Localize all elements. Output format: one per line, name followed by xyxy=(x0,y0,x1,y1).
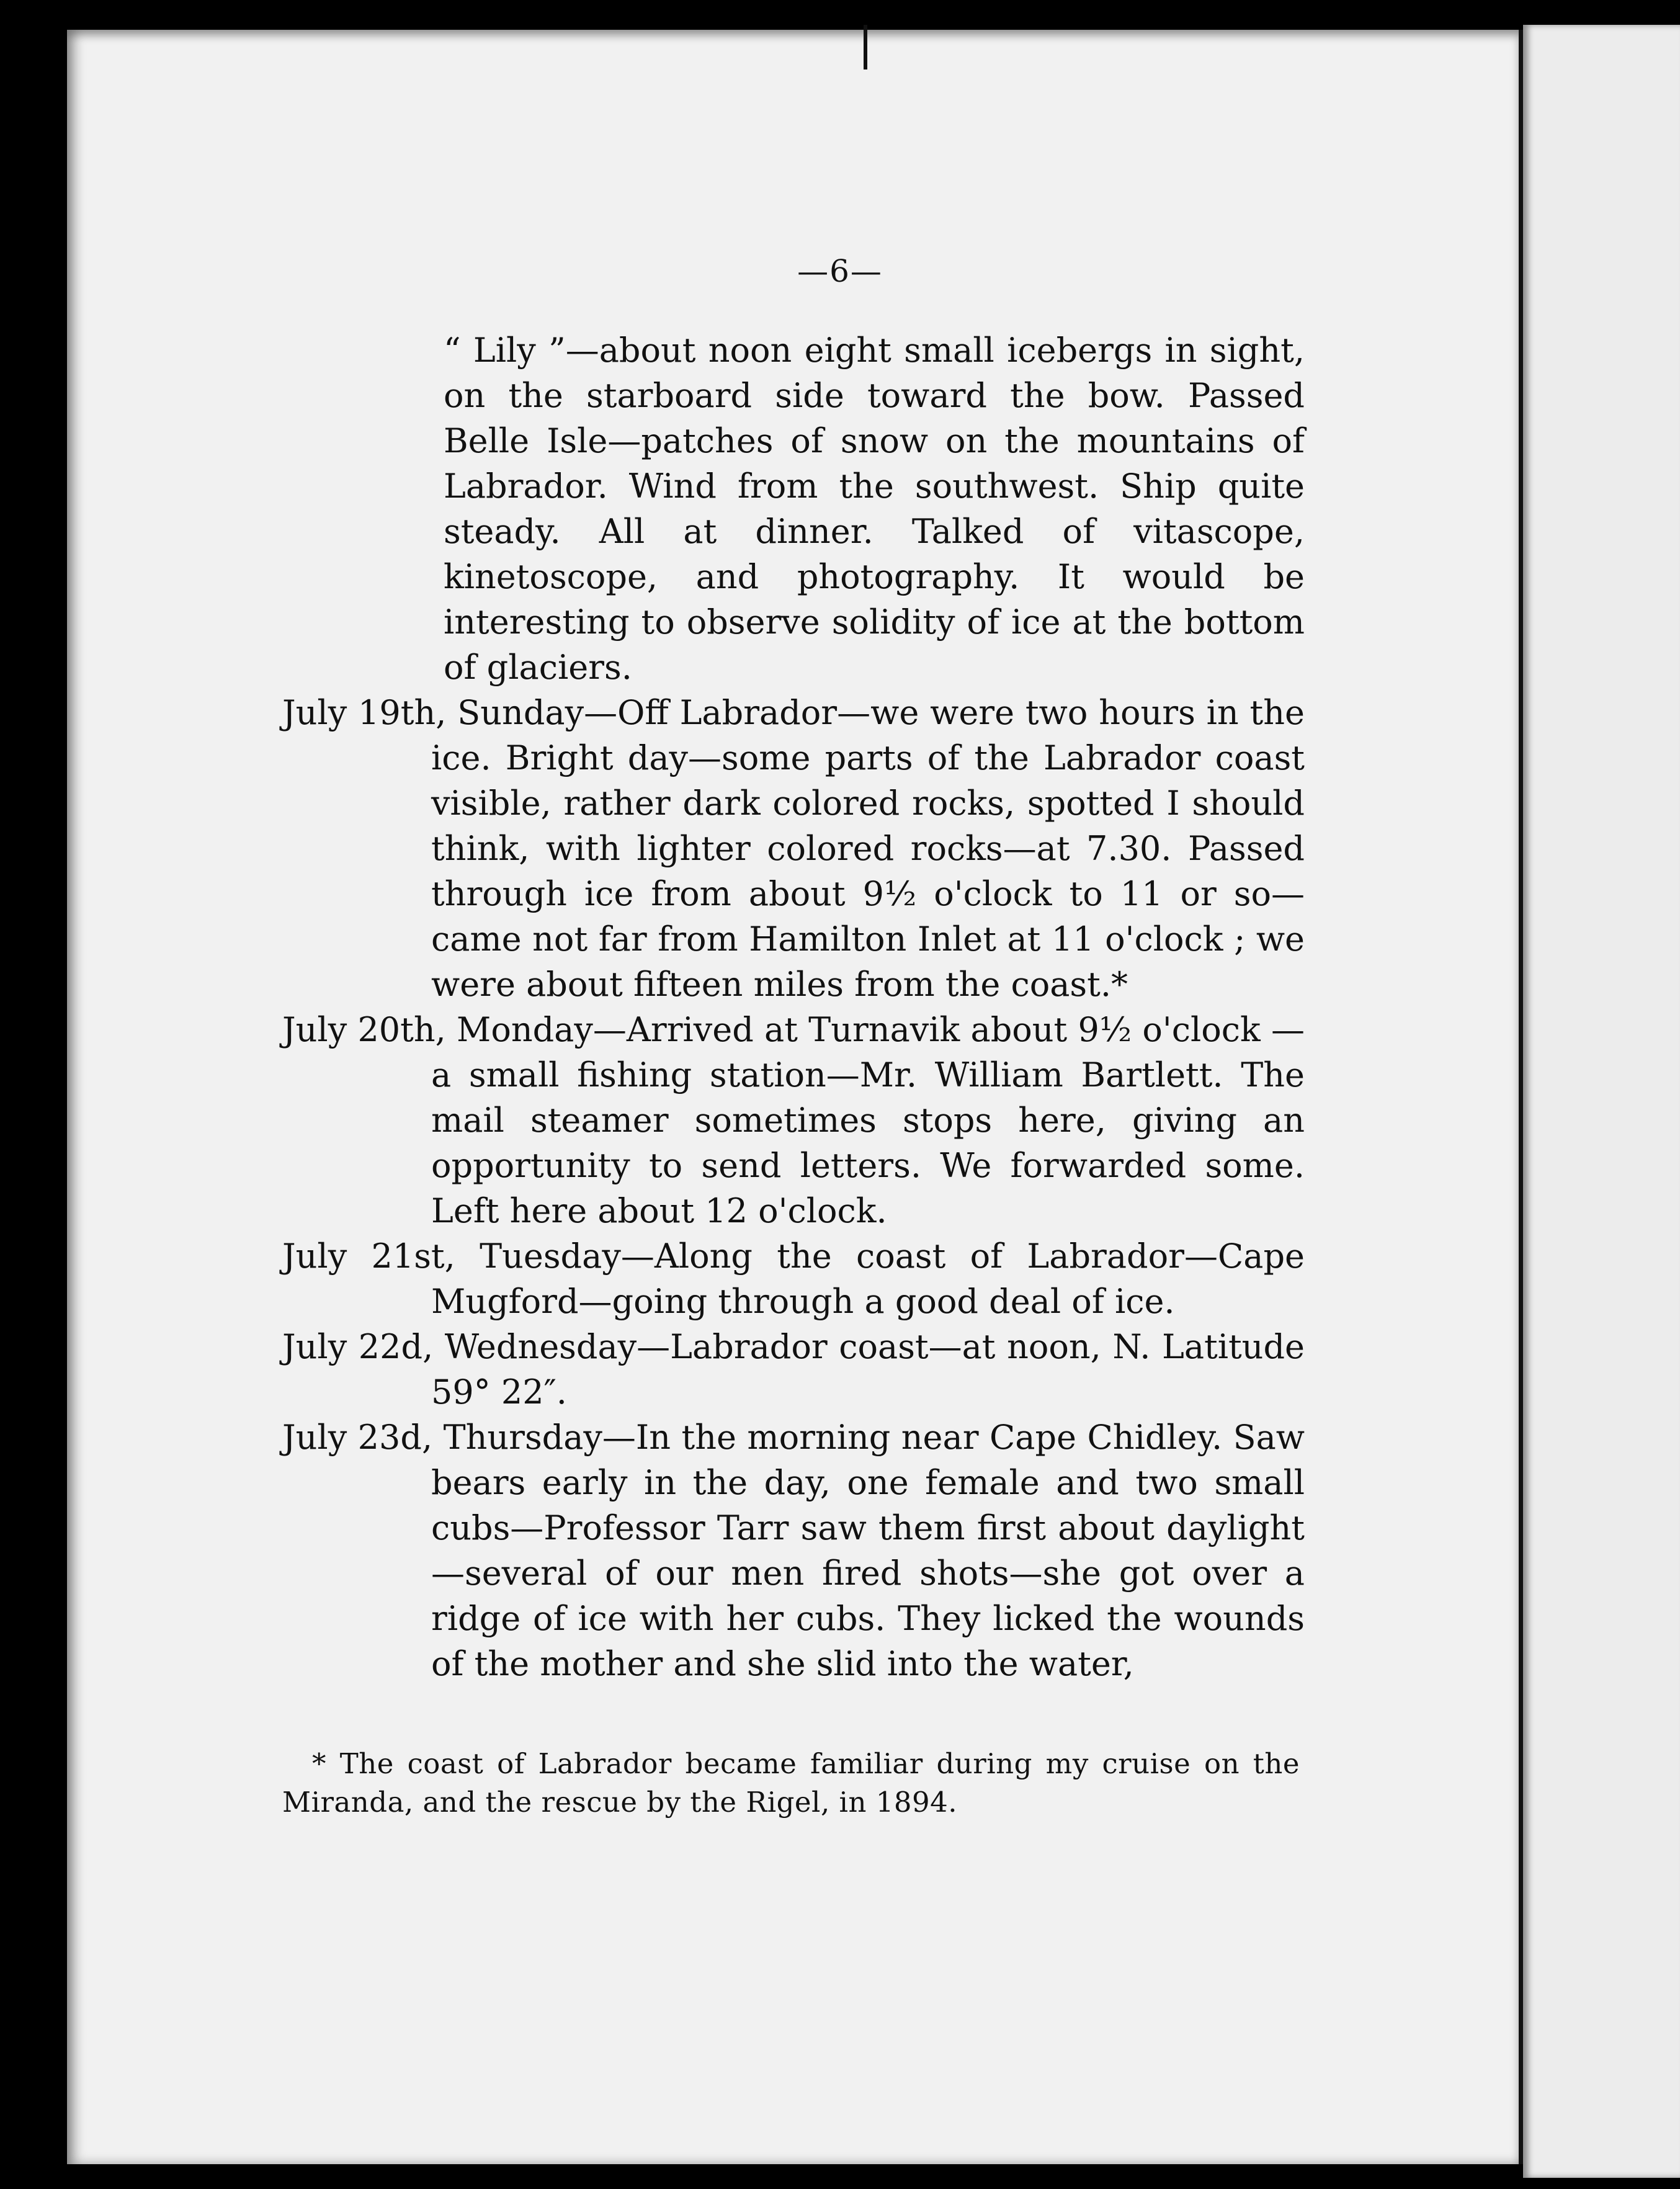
journal-entry-july-19: July 19th, Sunday—Off Labrador—we were two hours in the ice. Bright day—some parts of the Labrador coast visible, rather dark colored rocks, spotted I should think, with lighter colored rocks—at 7.30. Passed through ice from about 9½ o'clock to 11 or so—came not far from Hamilton Inlet at 11 o'clock ; we were about fifteen miles from the coast.* xyxy=(282,693,1305,1004)
journal-entry-july-21: July 21st, Tuesday—Along the coast of Labrador—Cape Mugford—going through a good deal of ice. xyxy=(282,1237,1305,1321)
footnote: * The coast of Labrador became familiar during my cruise on the Miranda, and the rescue by the Rigel, in 1894. xyxy=(282,1747,1300,1819)
journal-entry-july-22: July 22d, Wednesday—Labrador coast—at noon, N. Latitude 59° 22″. xyxy=(282,1327,1305,1412)
adjacent-page-edge xyxy=(1523,25,1680,2178)
journal-text xyxy=(282,328,1305,1686)
journal-entry-july-23: July 23d, Thursday—In the morning near Cape Chidley. Saw bears early in the day, one female and two small cubs—Professor Tarr saw them first about daylight—several of our men fired shots—she got over a ridge of ice with her cubs. They licked the wounds of the mother and she slid into the water, xyxy=(282,1418,1305,1683)
page-gutter-edge xyxy=(1519,30,1523,2164)
paragraph-continuation: “ Lily ”—about noon eight small icebergs in sight, on the starboard side toward the bow. Passed Belle Isle—patches of snow on the mountains of Labrador. Wind from the southwest. Ship quite steady. All at dinner. Talked of vitascope, kinetoscope, and photography. It would be interesting to observe solidity of ice at the bottom of glaciers. xyxy=(444,331,1305,687)
binding-mark xyxy=(864,25,867,69)
journal-entry-july-20: July 20th, Monday—Arrived at Turnavik about 9½ o'clock —a small fishing station—Mr. William Bartlett. The mail steamer sometimes stops here, giving an opportunity to send letters. We forwarded some. Left here about 12 o'clock. xyxy=(282,1010,1305,1230)
page-number: —6— xyxy=(797,253,883,289)
